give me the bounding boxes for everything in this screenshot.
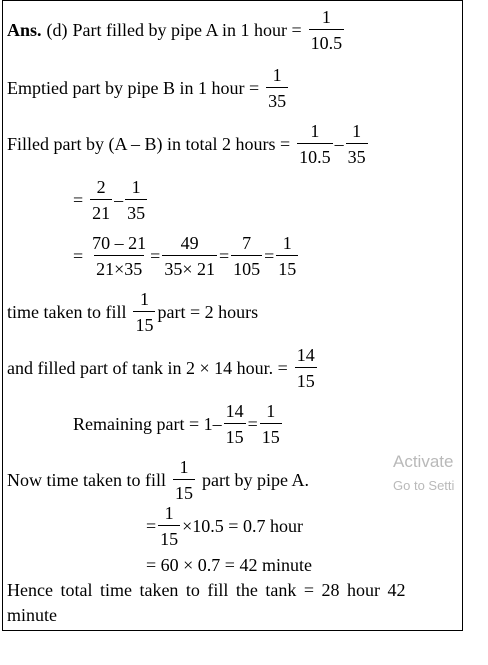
line-total-time: Hence total time taken to fill the tank = 28 hour 42 [7,580,406,600]
fraction: $\frac{1}{35}$ [347,121,366,167]
activate-watermark-title: Activate [393,452,454,471]
answer-label: Ans. [7,19,42,40]
line-now-time-taken: Now time taken to fill $\frac{1}{15}$ part by pipe A. [7,457,309,503]
line-step-minutes: = 60 × 0.7 = 42 minute [146,555,312,575]
fraction: $\frac{70 - 21}{21\times 35}$ [92,233,147,279]
fraction: $\frac{1}{15}$ [278,233,297,279]
fraction: $\frac{14}{15}$ [225,401,244,447]
line-step-2: = $\frac{70 - 21}{21\times 35}$ = $\frac{49}{35\times 21}$ = $\frac{7}{105}$ = $\frac{1}{15}$ [73,233,297,279]
fraction: $\frac{1}{15}$ [160,503,179,549]
activate-watermark-subtitle: Go to Setti [393,478,455,493]
top-rule [455,0,469,3]
line-remaining-part: Remaining part = 1– $\frac{14}{15}$ = $\frac{1}{15}$ [73,401,280,447]
line-step-1: = $\frac{2}{21}$ – $\frac{1}{35}$ [73,177,146,223]
fraction: $\frac{1}{35}$ [268,65,287,111]
fraction: $\frac{1}{15}$ [261,401,280,447]
line-time-taken: time taken to fill $\frac{1}{15}$ part = 2 hours [7,289,259,335]
fraction: $\frac{14}{15}$ [296,345,315,391]
fraction: $\frac{1}{15}$ [135,289,154,335]
fraction: $\frac{1}{15}$ [174,457,193,503]
line-part-filled-a [7,8,346,52]
line-minute: minute [7,605,57,625]
fraction: $\frac{7}{105}$ [233,233,261,279]
answer-option: (d) [46,19,68,40]
fraction: $\frac{1}{10.5}$ [310,7,343,53]
line-filled-part-tank: and filled part of tank in 2 × 14 hour. = $\frac{14}{15}$ [7,345,315,391]
fraction: $\frac{49}{35\times 21}$ [164,233,215,279]
line1-text: Part filled by pipe A in 1 hour = [72,19,302,40]
line-filled-a-minus-b: Filled part by (A – B) in total 2 hours = $\frac{1}{10.5}$ – $\frac{1}{35}$ [7,121,366,167]
fraction: $\frac{1}{10.5}$ [299,121,331,167]
line2-text: Emptied part by pipe B in 1 hour = [7,77,260,98]
line-emptied-b [7,66,290,110]
fraction: $\frac{1}{35}$ [127,177,146,223]
line3-text: Filled part by (A – B) in total 2 hours = [7,133,291,154]
line-step-hours: = $\frac{1}{15}$ ×10.5 = 0.7 hour [146,503,303,549]
fraction: $\frac{2}{21}$ [92,177,111,223]
